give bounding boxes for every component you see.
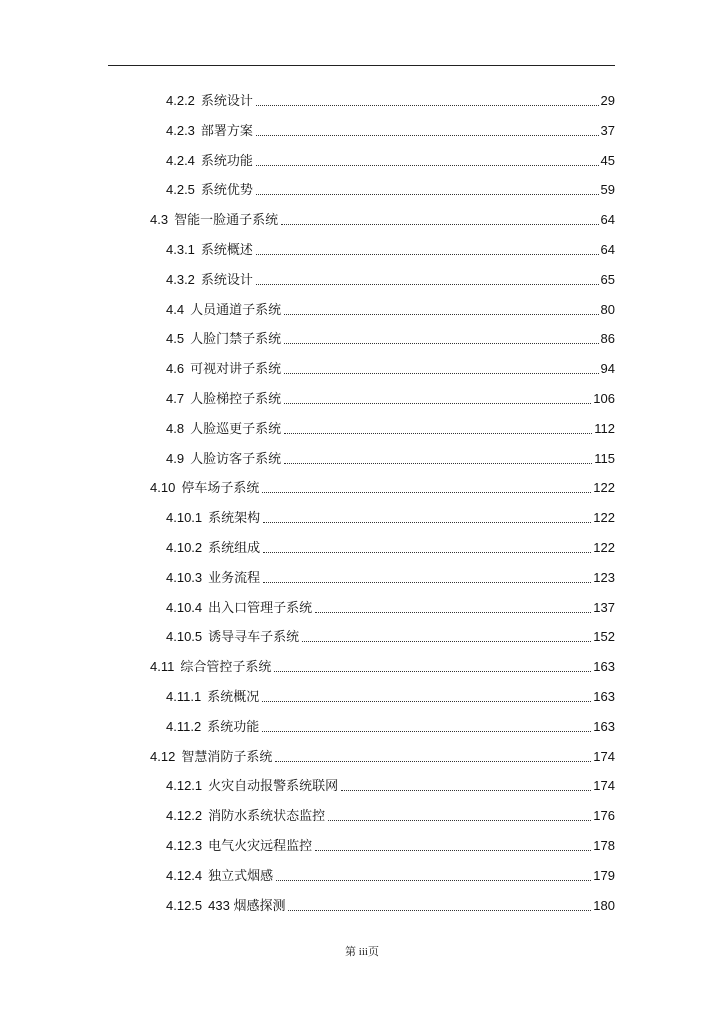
toc-entry[interactable] — [166, 356, 615, 378]
toc-entry-title: 部署方案 — [200, 122, 253, 138]
toc-entry-title: 人脸门禁子系统 — [190, 331, 282, 347]
toc-dot-leader — [262, 688, 591, 706]
toc-dot-leader — [284, 450, 592, 468]
toc-entry-title: 业务流程 — [208, 569, 261, 585]
toc-entry-page-number: 106 — [593, 391, 615, 406]
toc-dot-leader — [288, 897, 591, 915]
toc-entry-number: 4.12.2 — [166, 808, 203, 824]
toc-entry-number: 4.9 — [166, 450, 185, 466]
toc-entry-title: 消防水系统状态监控 — [208, 808, 326, 824]
toc-entry-title: 人员通道子系统 — [190, 301, 282, 317]
toc-dot-leader — [256, 92, 599, 110]
toc-entry-title: 人脸梯控子系统 — [190, 391, 282, 406]
toc-entry-number: 4.4 — [166, 301, 185, 317]
toc-entry[interactable] — [166, 326, 615, 348]
toc-entry-page-number: 94 — [600, 361, 615, 377]
toc-entry[interactable] — [150, 654, 615, 676]
toc-dot-leader — [302, 628, 591, 646]
toc-entry-page-number: 122 — [593, 540, 615, 555]
toc-entry[interactable] — [166, 803, 615, 825]
toc-entry-number: 4.10.5 — [166, 629, 203, 645]
toc-entry-number: 4.10.4 — [166, 599, 203, 615]
toc-entry-title: 系统概况 — [207, 689, 260, 704]
toc-entry[interactable] — [166, 595, 615, 617]
toc-entry-number: 4.6 — [166, 361, 185, 377]
toc-dot-leader — [315, 599, 591, 617]
toc-entry-page-number: 29 — [600, 93, 615, 108]
toc-dot-leader — [341, 777, 591, 795]
toc-entry-number: 4.11.1 — [166, 689, 202, 704]
toc-dot-leader — [256, 122, 599, 140]
toc-entry-page-number: 152 — [593, 629, 615, 645]
toc-entry[interactable] — [166, 88, 615, 110]
toc-entry[interactable] — [166, 833, 615, 855]
page-footer: 第 iii页 — [345, 946, 379, 958]
toc-dot-leader — [263, 569, 591, 587]
toc-dot-leader — [284, 360, 598, 378]
toc-entry-title: 系统概述 — [200, 242, 253, 257]
toc-entry-title: 停车场子系统 — [181, 480, 260, 496]
toc-entry-number: 4.10.3 — [166, 569, 203, 585]
toc-dot-leader — [256, 271, 599, 289]
toc-entry-title: 系统设计 — [200, 271, 253, 287]
toc-dot-leader — [328, 807, 591, 825]
toc-entry[interactable] — [166, 297, 615, 319]
toc-entry-page-number: 64 — [600, 242, 615, 257]
toc-entry-title: 人脸访客子系统 — [190, 450, 282, 466]
toc-entry[interactable] — [166, 535, 615, 557]
toc-entry-number: 4.3.1 — [166, 242, 195, 257]
toc-entry-number: 4.12.3 — [166, 838, 203, 853]
toc-dot-leader — [315, 837, 591, 855]
toc-entry-title: 系统优势 — [200, 182, 253, 198]
toc-entry-title: 综合管控子系统 — [180, 659, 272, 675]
toc-entry-title: 出入口管理子系统 — [208, 599, 313, 615]
toc-entry-page-number: 112 — [594, 420, 615, 436]
toc-entry-page-number: 179 — [593, 867, 615, 883]
toc-entry-page-number: 64 — [600, 212, 615, 228]
toc-entry-page-number: 137 — [593, 599, 615, 615]
toc-dot-leader — [256, 152, 599, 170]
toc-entry-title: 智能一脸通子系统 — [174, 212, 279, 228]
toc-entry-page-number: 122 — [593, 510, 615, 526]
toc-entry[interactable] — [150, 207, 615, 229]
toc-entry[interactable] — [166, 714, 615, 736]
toc-entry-number: 4.12.4 — [166, 867, 203, 883]
toc-entry-page-number: 59 — [600, 182, 615, 198]
toc-entry-title: 系统功能 — [207, 718, 260, 734]
toc-entry-page-number: 174 — [593, 778, 615, 794]
toc-entry-title: 系统组成 — [208, 540, 261, 555]
toc-entry[interactable] — [166, 118, 615, 140]
toc-entry-number: 4.12.1 — [166, 778, 203, 794]
toc-entry[interactable] — [166, 505, 615, 527]
toc-entry-page-number: 123 — [593, 569, 615, 585]
toc-entry-number: 4.10 — [150, 480, 176, 496]
toc-entry[interactable] — [166, 148, 615, 170]
toc-dot-leader — [284, 420, 592, 438]
toc-dot-leader — [275, 748, 591, 766]
toc-dot-leader — [284, 390, 591, 408]
toc-entry-title: 系统设计 — [200, 93, 253, 108]
toc-entry[interactable] — [166, 893, 615, 915]
toc-entry-title: 可视对讲子系统 — [190, 361, 282, 377]
toc-entry[interactable] — [166, 267, 615, 289]
toc-entry[interactable] — [150, 744, 615, 766]
toc-entry[interactable] — [150, 475, 615, 497]
toc-entry-title: 系统功能 — [200, 152, 253, 168]
toc-entry[interactable] — [166, 565, 615, 587]
toc-entry-number: 4.10.2 — [166, 540, 203, 555]
toc-entry-number: 4.2.4 — [166, 152, 195, 168]
toc-entry-title: 智慧消防子系统 — [181, 748, 273, 764]
toc-entry-page-number: 163 — [593, 718, 615, 734]
header-rule — [108, 65, 615, 66]
toc-entry-title: 诱导寻车子系统 — [208, 629, 300, 645]
toc-entry[interactable] — [166, 386, 615, 408]
toc-entry-title: 电气火灾远程监控 — [208, 838, 313, 853]
toc-entry[interactable] — [166, 684, 615, 706]
toc-dot-leader — [281, 211, 598, 229]
toc-entry-page-number: 37 — [600, 122, 615, 138]
toc-entry-number: 4.7 — [166, 391, 185, 406]
toc-entry-number: 4.12.5 — [166, 897, 203, 913]
toc-dot-leader — [256, 181, 599, 199]
toc-entry[interactable] — [166, 416, 615, 438]
toc-dot-leader — [276, 867, 591, 885]
toc-entry[interactable] — [166, 177, 615, 199]
toc-dot-leader — [263, 509, 591, 527]
toc-entry[interactable] — [166, 446, 615, 468]
toc-entry[interactable] — [166, 773, 615, 795]
toc-entry[interactable] — [166, 863, 615, 885]
toc-entry-title: 系统架构 — [208, 510, 261, 526]
toc-entry-page-number: 180 — [593, 897, 615, 913]
toc-entry-number: 4.2.3 — [166, 122, 195, 138]
toc-entry-page-number: 178 — [593, 838, 615, 853]
toc-entry-page-number: 163 — [593, 689, 615, 704]
toc-entry-number: 4.8 — [166, 420, 185, 436]
toc-entry-page-number: 163 — [593, 659, 615, 675]
toc-entry-number: 4.2.2 — [166, 93, 195, 108]
toc-entry-number: 4.11 — [150, 659, 175, 675]
toc-entry-title: 火灾自动报警系统联网 — [208, 778, 339, 794]
toc-entry-number: 4.10.1 — [166, 510, 203, 526]
toc-entry-page-number: 45 — [600, 152, 615, 168]
toc-entry-page-number: 122 — [593, 480, 615, 496]
toc-entry-number: 4.3 — [150, 212, 169, 228]
toc-entry-number: 4.2.5 — [166, 182, 195, 198]
toc-entry-page-number: 86 — [600, 331, 615, 347]
toc-dot-leader — [274, 658, 591, 676]
toc-entry-page-number: 174 — [593, 748, 615, 764]
toc-entry-number: 4.3.2 — [166, 271, 195, 287]
toc-entry-title: 人脸巡更子系统 — [190, 420, 282, 436]
toc-dot-leader — [256, 241, 599, 259]
toc-entry[interactable] — [166, 624, 615, 646]
toc-entry-page-number: 80 — [600, 301, 615, 317]
toc-dot-leader — [284, 301, 598, 319]
toc-entry-title: 独立式烟感 — [208, 867, 274, 883]
toc-entry-number: 4.5 — [166, 331, 185, 347]
toc-entry[interactable] — [166, 237, 615, 259]
toc-dot-leader — [262, 718, 591, 736]
toc-entry-page-number: 65 — [600, 271, 615, 287]
toc-dot-leader — [262, 479, 591, 497]
toc-entry-number: 4.12 — [150, 748, 176, 764]
toc-dot-leader — [284, 330, 598, 348]
toc-dot-leader — [263, 539, 591, 557]
toc-entry-number: 4.11.2 — [166, 718, 202, 734]
toc-entry-page-number: 115 — [594, 450, 615, 466]
toc-entry-page-number: 176 — [593, 808, 615, 824]
toc-entry-title: 433 烟感探测 — [208, 897, 286, 913]
